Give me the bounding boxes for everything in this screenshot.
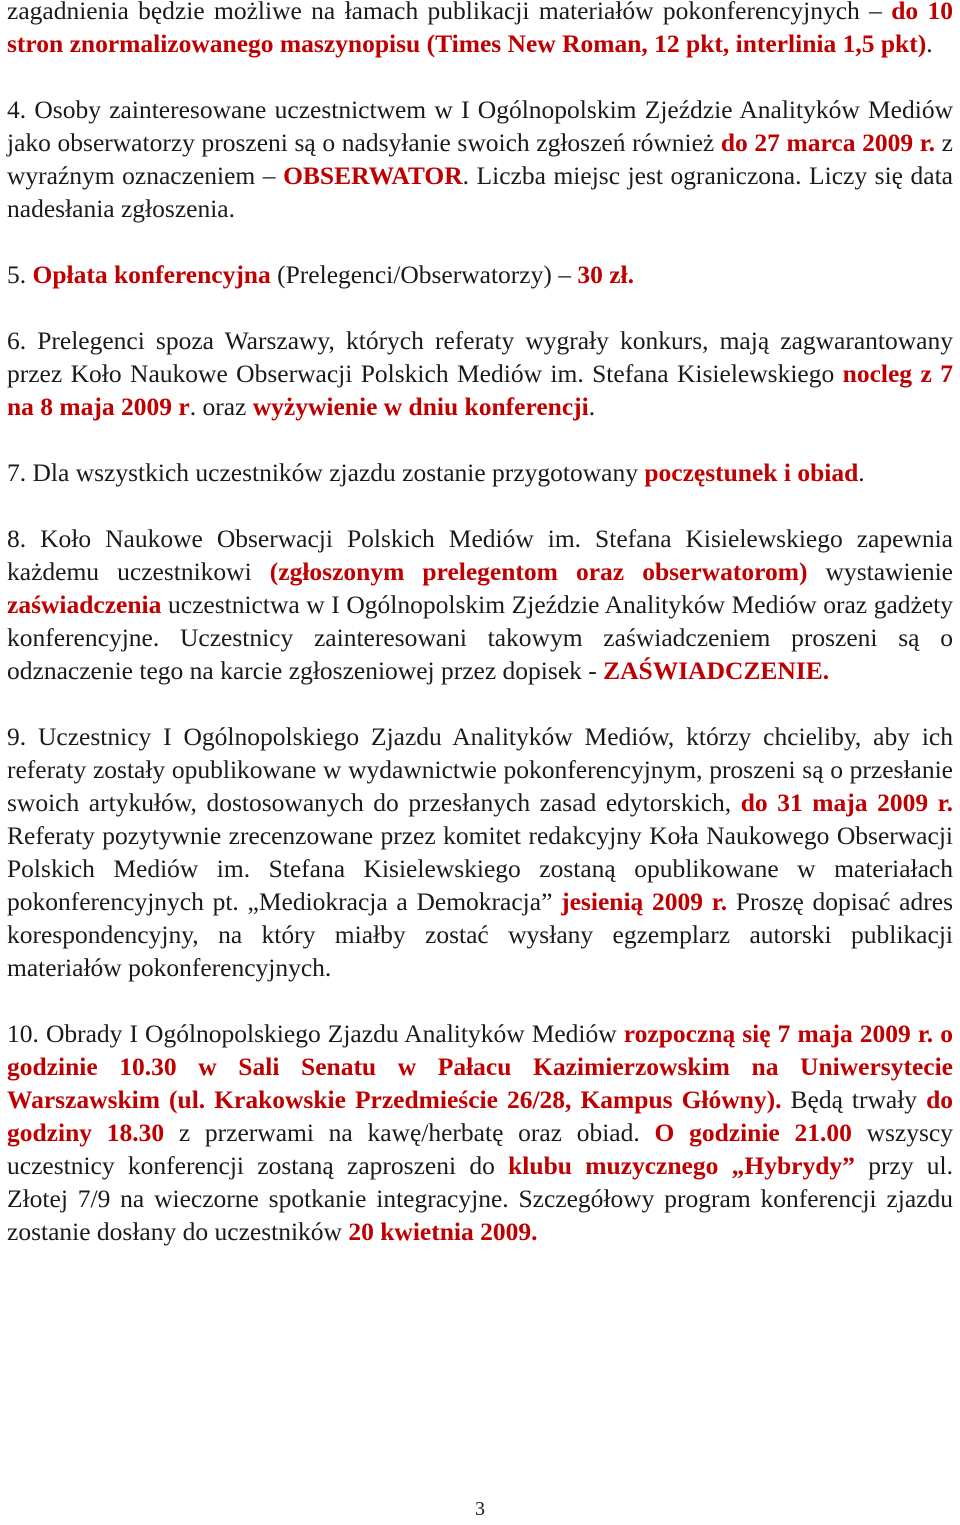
text-run: Będą trwały (781, 1085, 927, 1114)
text-run: przy ul. Złotej 7/9 na wieczorne spotkanie integracyjne. Szczegółowy program konferencji zjazdu zostanie dosłany do uczestników (7, 1151, 953, 1246)
text-run: 7. Dla wszystkich uczestników zjazdu zostanie przygotowany (7, 458, 645, 487)
highlight-observer-mark: OBSERWATOR (283, 161, 463, 190)
paragraph-4-observers (7, 93, 953, 225)
page-number: 3 (475, 1498, 485, 1520)
highlight-publication-date: jesienią 2009 r. (561, 887, 728, 916)
text-run: z wyraźnym oznaczeniem – (7, 128, 953, 190)
highlight-lodging: nocleg z 7 na 8 maja 2009 r (7, 359, 953, 421)
text-run: z przerwami na kawę/herbatę oraz obiad. (164, 1118, 655, 1147)
highlight-certificate-note: ZAŚWIADCZENIE. (603, 656, 830, 685)
text-run: 5. (7, 260, 33, 289)
text-run: Referaty pozytywnie zrecenzowane przez komitet redakcyjny Koła Naukowego Obserwacji Polskich Mediów im. Stefana Kisielewskiego zostaną opublikowane w materiałach pokonferencyjnych pt. „Mediokracja a Demokracja” (7, 821, 953, 916)
text-run: . oraz (189, 392, 253, 421)
text-run: (Prelegenci/Obserwatorzy) – (270, 260, 578, 289)
paragraph-7-catering (7, 456, 953, 489)
highlight-club: klubu muzycznego „Hybrydy” (508, 1151, 855, 1180)
text-run: . (858, 458, 865, 487)
highlight-submission-deadline: do 31 maja 2009 r. (740, 788, 953, 817)
highlight-deadline: do 27 marca 2009 r. (720, 128, 936, 157)
highlight-fee-label: Opłata konferencyjna (32, 260, 271, 289)
highlight-fee-amount: 30 zł. (577, 260, 634, 289)
text-run: 6. Prelegenci spoza Warszawy, których referaty wygrały konkurs, mają zagwarantowany przez Koło Naukowe Obserwacji Polskich Mediów im. Stefana Kisielewskiego (7, 326, 953, 388)
highlight-end-time: do godziny 18.30 (7, 1085, 953, 1147)
paragraph-10-schedule (7, 1017, 953, 1248)
paragraph-8-certificate (7, 522, 953, 687)
text-run: . (926, 29, 933, 58)
text-run: zagadnienia będzie możliwe na łamach publikacji materiałów pokonferencyjnych – (7, 0, 892, 25)
highlight-meals: wyżywienie w dniu konferencji (252, 392, 589, 421)
highlight-certificate: zaświadczenia (7, 590, 162, 619)
paragraph-3-continuation (7, 0, 953, 60)
highlight-catering: poczęstunek i obiad (644, 458, 859, 487)
highlight-program-date: 20 kwietnia 2009. (348, 1217, 538, 1246)
text-run: wszyscy uczestnicy konferencji zostaną zaproszeni do (7, 1118, 953, 1180)
text-run: 8. Koło Naukowe Obserwacji Polskich Mediów im. Stefana Kisielewskiego zapewnia każdemu uczestnikowi (7, 524, 953, 586)
text-run: Proszę dopisać adres korespondencyjny, na który miałby zostać wysłany egzemplarz autorski publikacji materiałów pokonferencyjnych. (7, 887, 953, 982)
text-run: . (588, 392, 596, 421)
paragraph-5-fee (7, 258, 953, 291)
text-run: 10. Obrady I Ogólnopolskiego Zjazdu Analityków Mediów (7, 1019, 624, 1048)
paragraph-6-accommodation (7, 324, 953, 423)
highlight-evening-time: O godzinie 21.00 (654, 1118, 852, 1147)
highlight-start-venue: rozpoczną się 7 maja 2009 r. o godzinie 10.30 w Sali Senatu w Pałacu Kazimierzowskim na Uniwersytecie Warszawskim (ul. Krakowskie Przedmieście 26/28, Kampus Główny). (7, 1019, 953, 1114)
document-page (7, 0, 953, 1281)
text-run: 4. Osoby zainteresowane uczestnictwem w I Ogólnopolskim Zjeździe Analityków Mediów jako obserwatorzy proszeni są o nadsyłanie swoich zgłoszeń również (7, 95, 953, 157)
paragraph-9-publication (7, 720, 953, 984)
text-run: uczestnictwa w I Ogólnopolskim Zjeździe Analityków Mediów oraz gadżety konferencyjne. Uczestnicy zainteresowani takowym zaświadczeniem proszeni są o odznaczenie tego na karcie zgłoszeniowej przez dopisek - (7, 590, 953, 685)
text-run: wystawienie (807, 557, 953, 586)
text-run: . Liczba miejsc jest ograniczona. Liczy się data nadesłania zgłoszenia. (7, 161, 953, 223)
highlight-page-limit: do 10 stron znormalizowanego maszynopisu (Times New Roman, 12 pkt, interlinia 1,5 pkt) (7, 0, 954, 58)
highlight-participants: (zgłoszonym prelegentom oraz obserwatorom) (269, 557, 808, 586)
text-run: 9. Uczestnicy I Ogólnopolskiego Zjazdu Analityków Mediów, którzy chcieliby, aby ich referaty zostały opublikowane w wydawnictwie pokonferencyjnym, proszeni są o przesłanie swoich artykułów, dostosowanych do przesłanych zasad edytorskich, (7, 722, 953, 817)
